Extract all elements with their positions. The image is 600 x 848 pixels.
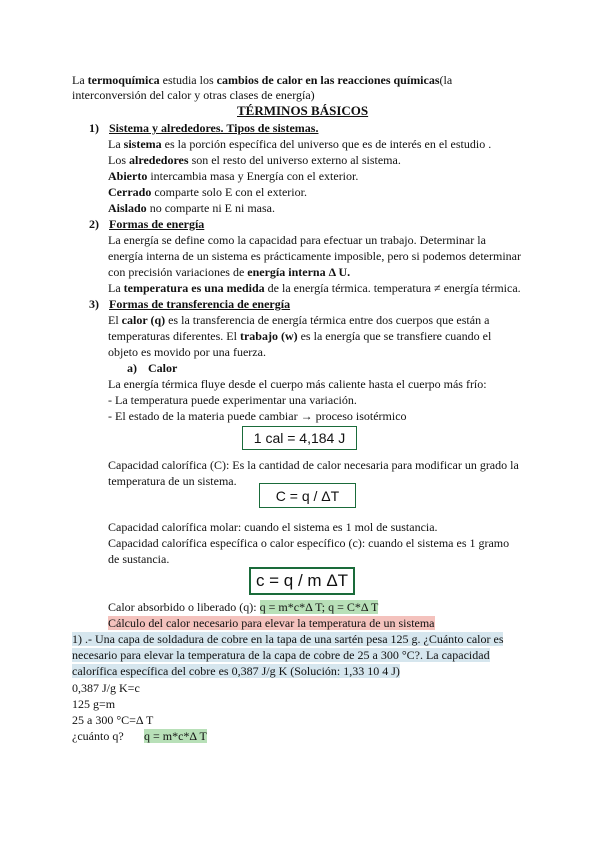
section-1-line-3 [108, 169, 358, 183]
section-3-line-2 [108, 329, 491, 343]
text: ¿cuánto q? [72, 729, 124, 743]
section-number: 1) [89, 121, 99, 135]
section-2-line-4 [108, 281, 521, 295]
section-3-line-3: objeto es movido por una fuerza. [108, 345, 266, 359]
problem-line-3: calorífica específica del cobre es 0,387 J/g K (Solución: 1,33 10 4 J) [72, 664, 400, 678]
page-heading: TÉRMINOS BÁSICOS [237, 103, 369, 118]
section-3-line-1 [108, 313, 489, 327]
intro-line-2: interconversión del calor y otras clases de energía) [72, 88, 315, 102]
intro-text: estudia los [159, 73, 217, 87]
section-2-line-1: La energía se define como la capacidad para efectuar un trabajo. Determinar la [108, 233, 486, 247]
section-2-line-2: energía interna de un sistema es prácticamente imposible, pero si podemos determinar [108, 249, 521, 263]
term: trabajo (w) [239, 329, 298, 343]
section-2-line-3 [108, 265, 350, 279]
section-3-line-5: - La temperatura puede experimentar una variación. [108, 393, 357, 407]
highlighted-formula: q = m*c*Δ T; q = C*Δ T [259, 600, 379, 614]
term: Abierto [108, 169, 148, 183]
intro-text: La [72, 73, 88, 87]
section-1-line-4 [108, 185, 307, 199]
section-title: Formas de energía [109, 217, 205, 231]
formula-box-heat-capacity: C = q / ΔT [259, 483, 356, 508]
term: Cerrado [108, 185, 152, 199]
section-3-line-7: Capacidad calorífica (C): Es la cantidad de calor necesaria para modificar un grado la [108, 458, 519, 472]
section-3-line-10: Capacidad calorífica específica o calor específico (c): cuando el sistema es 1 gramo [108, 536, 510, 550]
text: La [108, 281, 124, 295]
text: comparte solo E con el exterior. [151, 185, 307, 199]
text: La [108, 137, 124, 151]
section-2-title [89, 217, 204, 231]
term: temperatura es una medida [123, 281, 265, 295]
intro-line-1 [72, 73, 452, 87]
term: Aislado [108, 201, 147, 215]
text: Calor absorbido o liberado (q): [108, 600, 260, 614]
text: de la energía térmica. temperatura ≠ energía térmica. [264, 281, 521, 295]
section-3-line-6: - El estado de la materia puede cambiar → proceso isotérmico [108, 409, 407, 423]
section-1-line-5 [108, 201, 275, 215]
text: con precisión variaciones de [108, 265, 248, 279]
term: calor (q) [121, 313, 166, 327]
section-title: Formas de transferencia de energía [109, 297, 291, 311]
section-number: 2) [89, 217, 99, 231]
intro-term-termoquimica: termoquímica [87, 73, 160, 87]
text: El [108, 313, 122, 327]
formula-box-specific-heat: c = q / m ΔT [249, 567, 355, 595]
section-3-line-11: de sustancia. [108, 552, 170, 566]
section-title: Sistema y alrededores. Tipos de sistemas. [109, 121, 319, 135]
subsection-number: a) [127, 361, 137, 375]
section-1-line-2 [108, 153, 401, 167]
section-1-line-1 [108, 137, 491, 151]
section-3-line-12 [108, 600, 378, 614]
section-3-line-4: La energía térmica fluye desde el cuerpo más caliente hasta el cuerpo más frío: [108, 377, 487, 391]
text: no comparte ni E ni masa. [146, 201, 275, 215]
section-3-line-9: Capacidad calorífica molar: cuando el sistema es 1 mol de sustancia. [108, 520, 438, 534]
problem-data-q [72, 729, 207, 743]
intro-term-cambios: cambios de calor en las reacciones químicas [216, 73, 440, 87]
formula-box-calorie: 1 cal = 4,184 J [242, 426, 357, 450]
problem-data-m: 125 g=m [72, 697, 116, 711]
section-3-title [89, 297, 290, 311]
term: alrededores [129, 153, 189, 167]
text: intercambia masa y Energía con el exterior. [147, 169, 359, 183]
subsection-a-title [127, 361, 177, 375]
section-3-line-8: temperatura de un sistema. [108, 474, 237, 488]
problem-line-1: 1) .- Una capa de soldadura de cobre en la tapa de una sartén pesa 125 g. ¿Cuánto calor es [72, 632, 504, 646]
text: Los [108, 153, 129, 167]
text: son el resto del universo externo al sistema. [188, 153, 401, 167]
problem-line-2: necesario para elevar la temperatura de la capa de cobre de 25 a 300 °C?. La capacidad [72, 648, 490, 662]
problem-data-deltat: 25 a 300 °C=Δ T [72, 713, 154, 727]
section-number: 3) [89, 297, 99, 311]
text: es la energía que se transfiere cuando el [297, 329, 492, 343]
text: es la transferencia de energía térmica entre dos cuerpos que están a [165, 313, 490, 327]
term: sistema [123, 137, 162, 151]
intro-text: (la [439, 73, 453, 87]
subsection-title: Calor [148, 361, 178, 375]
highlighted-formula: q = m*c*Δ T [144, 729, 207, 743]
section-3-line-13: Cálculo del calor necesario para elevar la temperatura de un sistema [108, 616, 435, 630]
text: temperaturas diferentes. El [108, 329, 240, 343]
problem-data-c: 0,387 J/g K=c [72, 681, 140, 695]
text: es la porción específica del universo que es de interés en el estudio . [161, 137, 492, 151]
section-1-title [89, 121, 318, 135]
term: energía interna Δ U. [247, 265, 351, 279]
